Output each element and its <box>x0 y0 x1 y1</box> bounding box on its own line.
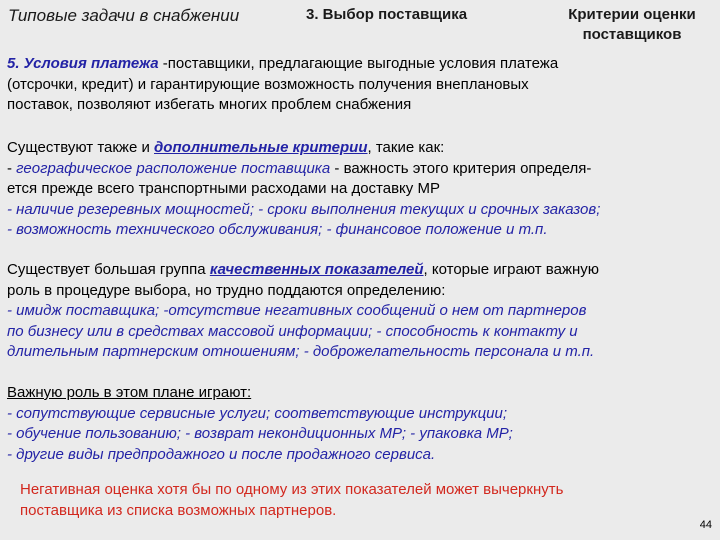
criteria-line-transport: ется прежде всего транспортными расходами на доставку МР <box>7 180 440 197</box>
additional-criteria-key: дополнительные критерии <box>154 139 368 156</box>
service-intro: Важную роль в этом плане играют: <box>7 384 252 401</box>
qualitative-block <box>7 260 720 363</box>
qualitative-line-3: - имидж поставщика; -отсутствие негативных сообщений о нем от партнеров <box>7 302 587 319</box>
payment-terms-line-2: (отсрочки, кредит) и гарантирующие возможность получения внеплановых <box>7 75 529 93</box>
slide-heading: Критерии оценки поставщиков <box>568 6 696 43</box>
criteria-line-geo <box>7 159 720 180</box>
service-line-2: - сопутствующие сервисные услуги; соответствующие инструкции; <box>7 404 508 422</box>
intro-text: Существуют также и <box>7 139 155 156</box>
criteria-line-capacity: - наличие резеревных мощностей; - сроки выполнения текущих и срочных заказов; <box>7 200 601 218</box>
note-line-2: поставщика из списка возможных партнеров. <box>20 501 337 519</box>
criteria-line-service: - возможность технического обслуживания; - финансовое положение и т.п. <box>7 221 548 238</box>
note-line-1: Негативная оценка хотя бы по одному из этих показателей может вычеркнуть <box>20 481 564 498</box>
qualitative-intro <box>7 260 720 281</box>
page-number: 44 <box>699 519 712 531</box>
qualitative-line-2: роль в процедуре выбора, но трудно поддаются определению: <box>7 281 446 299</box>
dash: - <box>7 159 17 177</box>
payment-terms-title: 5. Условия платежа <box>7 55 159 72</box>
geo-criterion: географическое расположение поставщика <box>16 159 331 177</box>
slide-topic: 3. Выбор поставщика <box>306 6 468 23</box>
payment-terms-line-1 <box>7 54 720 75</box>
geo-criterion-desc: - важность этого критерия определя- <box>330 159 592 177</box>
additional-criteria-block <box>7 138 720 241</box>
negative-note <box>20 480 710 521</box>
payment-terms-text: -поставщики, предлагающие выгодные условия платежа <box>158 55 559 72</box>
qualitative-key: качественных показателей <box>209 261 424 278</box>
service-line-4: - другие виды предпродажного и после продажного сервиса. <box>7 445 436 463</box>
service-block <box>7 383 720 465</box>
payment-terms-block <box>7 54 720 116</box>
additional-criteria-intro <box>7 138 720 159</box>
qualitative-line-4: по бизнесу или в средствах массовой информации; - способность к контакту и <box>7 322 578 340</box>
service-line-3: - обучение пользованию; - возврат некондиционных МР; - упаковка МР; <box>7 425 513 442</box>
qualitative-line-5: длительным партнерским отношениям; - доброжелательность персонала и т.п. <box>7 343 595 360</box>
section-title: Типовые задачи в снабжении <box>8 6 240 25</box>
intro-text-end: , такие как: <box>367 139 445 156</box>
intro-text: Существует большая группа <box>7 261 210 278</box>
intro-text-end: , которые играют важную <box>423 261 600 278</box>
payment-terms-line-3: поставок, позволяют избегать многих проблем снабжения <box>7 96 412 113</box>
